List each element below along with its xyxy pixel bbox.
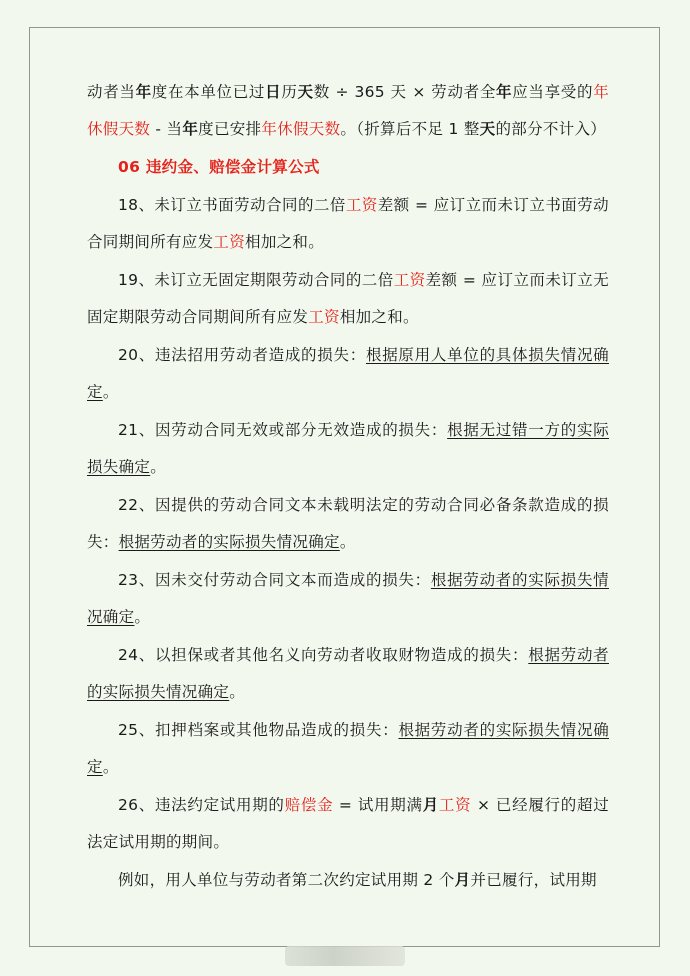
item-19: 19、未订立无固定期限劳动合同的二倍工资差额 = 应订立而未订立无固定期限劳动合同期间所有应发工资相加之和。: [87, 271, 609, 326]
watermark-blur: [285, 946, 405, 966]
example-paragraph: 例如，用人单位与劳动者第二次约定试用期 2 个月并已履行，试用期: [118, 871, 597, 889]
document-body: [87, 74, 609, 899]
item-18: 18、未订立书面劳动合同的二倍工资差额 = 应订立而未订立书面劳动合同期间所有应发工资相加之和。: [87, 196, 609, 251]
item-21: 21、因劳动合同无效或部分无效造成的损失：根据无过错一方的实际损失确定。: [87, 421, 609, 476]
section-heading: 06 违约金、赔偿金计算公式: [118, 158, 320, 176]
item-20: 20、违法招用劳动者造成的损失：根据原用人单位的具体损失情况确定。: [87, 346, 609, 401]
item-23: 23、因未交付劳动合同文本而造成的损失：根据劳动者的实际损失情况确定。: [87, 571, 609, 626]
item-26: 26、违法约定试用期的赔偿金 = 试用期满月工资 × 已经履行的超过法定试用期的期间。: [87, 796, 609, 851]
item-24: 24、以担保或者其他名义向劳动者收取财物造成的损失：根据劳动者的实际损失情况确定。: [87, 646, 609, 701]
item-25: 25、扣押档案或其他物品造成的损失：根据劳动者的实际损失情况确定。: [87, 721, 609, 776]
intro-paragraph: 动者当年度在本单位已过日历天数 ÷ 365 天 × 劳动者全年应当享受的年休假天数 - 当年度已安排年休假天数。（折算后不足 1 整天的部分不计入）: [87, 83, 609, 138]
item-22: 22、因提供的劳动合同文本未载明法定的劳动合同必备条款造成的损失：根据劳动者的实际损失情况确定。: [87, 496, 609, 551]
